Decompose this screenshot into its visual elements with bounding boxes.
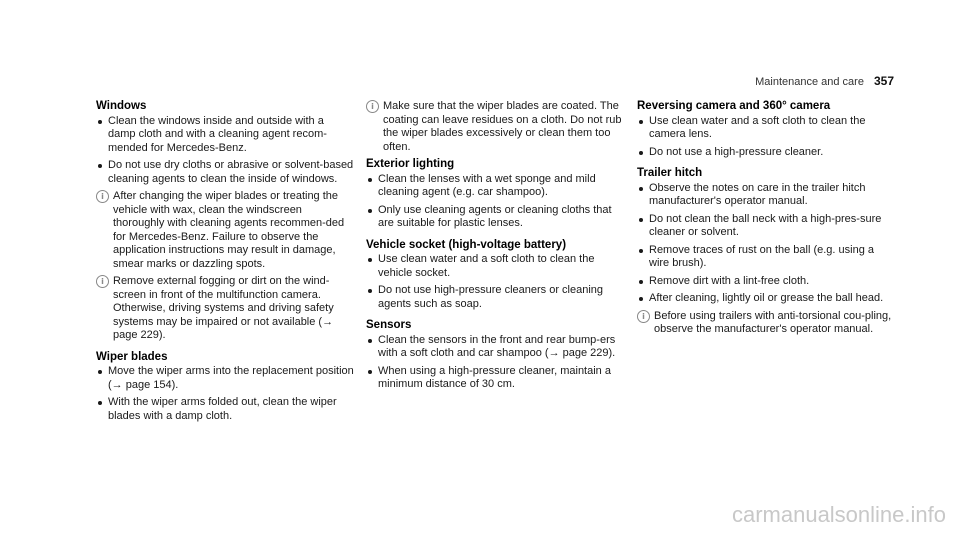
section-exterior-lighting	[366, 158, 624, 231]
list-item: Clean the lenses with a wet sponge and mild cleaning agent (e.g. car shampoo).	[366, 173, 624, 200]
list-item: Do not clean the ball neck with a high-pres-sure cleaner or solvent.	[637, 213, 895, 240]
page-number: 357	[873, 74, 894, 88]
section-reversing-camera	[637, 100, 895, 159]
note	[96, 190, 354, 271]
section-title: Maintenance and care	[755, 76, 864, 88]
info-icon: i	[96, 190, 109, 203]
page-header	[755, 74, 894, 88]
heading-reversing-camera: Reversing camera and 360° camera	[637, 100, 831, 112]
note	[96, 275, 354, 343]
list-item: Clean the windows inside and outside with a damp cloth and with a cleaning agent recom-mended for Mercedes-Benz.	[96, 115, 354, 156]
section-sensors	[366, 319, 624, 392]
note-text: After changing the wiper blades or treating the vehicle with wax, clean the windscreen thoroughly with cleaning agents recommen-ded for Mercedes-Benz. Failure to observe the application instructions may result in damage, smear marks or dazzling spots.	[113, 190, 345, 270]
note-text: Before using trailers with anti-torsional cou-pling, observe the manufacturer's operator manual.	[654, 309, 892, 335]
heading-sensors: Sensors	[366, 319, 412, 331]
info-icon: i	[637, 310, 650, 323]
list-item: With the wiper arms folded out, clean the wiper blades with a damp cloth.	[96, 396, 354, 423]
list-item: When using a high-pressure cleaner, maintain a minimum distance of 30 cm.	[366, 365, 624, 392]
list-item: Do not use high-pressure cleaners or cleaning agents such as soap.	[366, 284, 624, 311]
list-item: Move the wiper arms into the replacement position (→ page 154).	[96, 365, 354, 392]
heading-trailer-hitch: Trailer hitch	[637, 167, 703, 179]
heading-wiper-blades: Wiper blades	[96, 350, 168, 363]
note-text: Remove external fogging or dirt on the wind-screen in front of the multifunction camera. Otherwise, driving systems and driving safety systems may be impaired or not available (→ page 229).	[113, 275, 334, 341]
list-item: Use clean water and a soft cloth to clean the camera lens.	[637, 115, 895, 142]
list-item: After cleaning, lightly oil or grease the ball head.	[637, 292, 895, 306]
list-item: Clean the sensors in the front and rear bump-ers with a soft cloth and car shampoo (→ page 229).	[366, 334, 624, 361]
list-item: Do not use a high-pressure cleaner.	[637, 146, 895, 160]
note-text: Make sure that the wiper blades are coated. The coating can leave residues on a cloth. Do not rub the wiper blades excessively or clean them too often.	[383, 100, 622, 153]
column-left	[96, 100, 354, 431]
list-item: Observe the notes on care in the trailer hitch manufacturer's operator manual.	[637, 182, 895, 209]
list-item: Use clean water and a soft cloth to clean the vehicle socket.	[366, 253, 624, 280]
info-icon: i	[366, 100, 379, 113]
watermark: carmanualsonline.info	[731, 502, 946, 527]
list-item: Remove traces of rust on the ball (e.g. using a wire brush).	[637, 244, 895, 271]
note	[366, 100, 624, 154]
section-vehicle-socket	[366, 239, 624, 312]
section-windows	[96, 100, 354, 343]
section-wiper-blades	[96, 351, 354, 424]
info-icon: i	[96, 275, 109, 288]
section-trailer-hitch	[637, 167, 895, 337]
note	[637, 310, 895, 337]
column-right	[637, 100, 895, 345]
heading-exterior-lighting: Exterior lighting	[366, 158, 455, 170]
list-item: Only use cleaning agents or cleaning cloths that are suitable for plastic lenses.	[366, 204, 624, 231]
list-item: Do not use dry cloths or abrasive or solvent-based cleaning agents to clean the inside of windows.	[96, 159, 354, 186]
column-middle	[366, 100, 624, 400]
list-item: Remove dirt with a lint-free cloth.	[637, 275, 895, 289]
heading-vehicle-socket: Vehicle socket (high-voltage battery)	[366, 238, 567, 251]
heading-windows: Windows	[96, 100, 147, 112]
